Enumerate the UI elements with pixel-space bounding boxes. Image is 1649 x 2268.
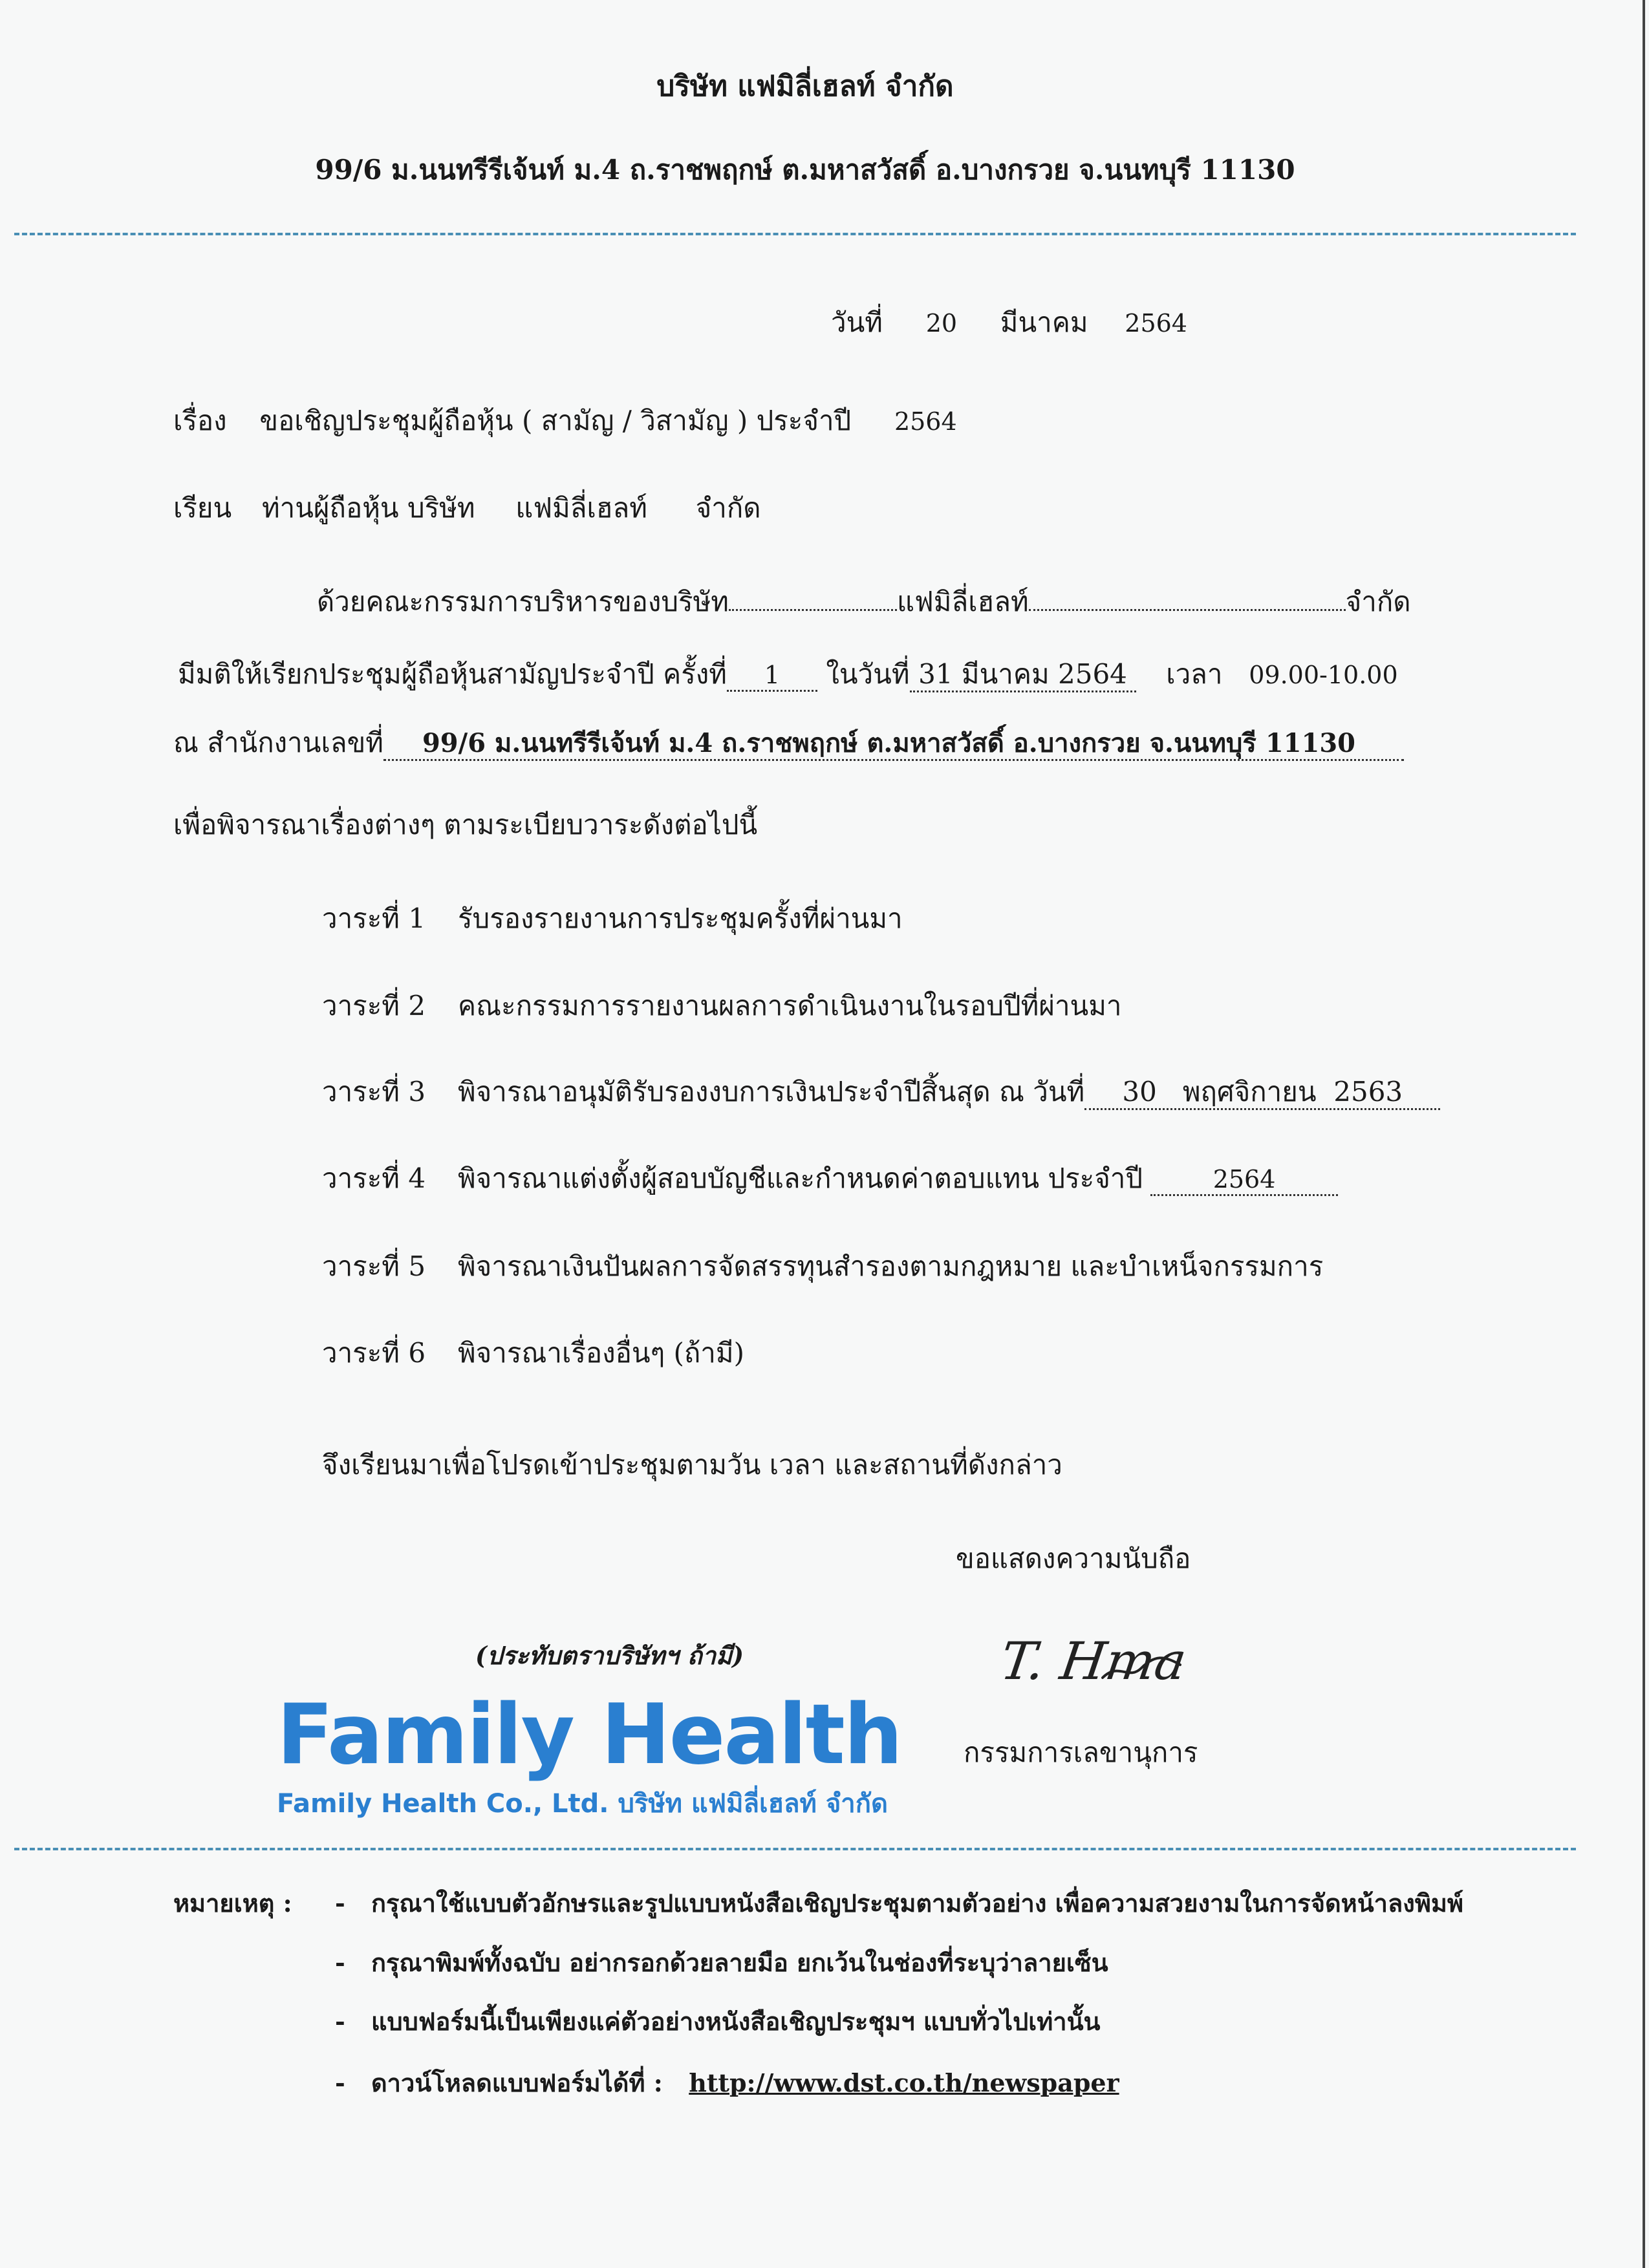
board-text: ด้วยคณะกรรมการบริหารของบริษัท — [317, 586, 729, 617]
agenda-number: วาระที่ 6 — [322, 1337, 426, 1369]
recipient-prefix: ท่านผู้ถือหุ้น บริษัท — [261, 492, 475, 524]
agenda-number: วาระที่ 3 — [322, 1076, 426, 1107]
agenda-item-3 — [322, 1078, 1440, 1110]
signature: T. Hma — [997, 1631, 1191, 1691]
agenda-number: วาระที่ 2 — [322, 990, 426, 1022]
note-item: - กรุณาพิมพ์ทั้งฉบับ อย่ากรอกด้วยลายมือ ยกเว้นในช่องที่ระบุว่าลายเซ็น — [335, 1948, 1108, 1977]
signer-title: กรรมการเลขานุการ — [964, 1737, 1198, 1768]
agenda-number: วาระที่ 4 — [322, 1162, 426, 1194]
note-item: - กรุณาใช้แบบตัวอักษรและรูปแบบหนังสือเชิญประชุมตามตัวอย่าง เพื่อความสวยงามในการจัดหน้าลงพิมพ์ — [335, 1888, 1463, 1918]
body-line-2 — [178, 658, 1398, 692]
agenda-text: พิจารณาเรื่องอื่นๆ (ถ้ามี) — [458, 1337, 744, 1369]
board-suffix: จำกัด — [1345, 586, 1411, 617]
stamp-brand: Family Health — [277, 1687, 901, 1783]
download-link[interactable]: http://www.dst.co.th/newspaper — [689, 2068, 1119, 2097]
agenda-item-2 — [322, 992, 1122, 1020]
agenda-text: พิจารณาแต่งตั้งผู้สอบบัญชีและกำหนดค่าตอบแทน ประจำปี — [458, 1162, 1143, 1194]
recipient-suffix: จำกัด — [695, 492, 761, 524]
agenda-number: วาระที่ 5 — [322, 1250, 426, 1282]
notes-label: หมายเหตุ : — [173, 1888, 292, 1918]
signature-flourish — [1099, 1649, 1183, 1687]
office-address: 99/6 ม.นนทรีรีเจ้นท์ ม.4 ถ.ราชพฤกษ์ ต.มหาสวัสดิ์ อ.บางกรวย จ.นนทบุรี 11130 — [383, 731, 1404, 761]
header-divider — [14, 233, 1576, 235]
download-label: ดาวน์โหลดแบบฟอร์มได้ที่ : — [371, 2068, 663, 2097]
note-download: - ดาวน์โหลดแบบฟอร์มได้ที่ : http://www.dst.co.th/newspaper — [335, 2068, 1119, 2097]
recipient-line — [173, 492, 761, 524]
company-name: บริษัท แฟมิลี่เฮลท์ จำกัด — [656, 70, 954, 103]
meeting-number: 1 — [727, 663, 817, 692]
footer-divider — [14, 1848, 1576, 1850]
note-item: - แบบฟอร์มนี้เป็นเพียงแค่ตัวอย่างหนังสือเชิญประชุมฯ แบบทั่วไปเท่านั้น — [335, 2007, 1101, 2036]
meeting-time: 09.00-10.00 — [1249, 661, 1398, 689]
recipient-label: เรียน — [173, 492, 232, 524]
subject-label: เรื่อง — [173, 405, 227, 436]
date-label: วันที่ — [831, 306, 883, 338]
agenda-text: คณะกรรมการรายงานผลการดำเนินงานในรอบปีที่ผ่านมา — [458, 990, 1122, 1022]
stamp-subtitle-en: Family Health Co., Ltd. — [277, 1789, 609, 1819]
letter-date — [831, 306, 1187, 338]
agenda-text: พิจารณาเงินปันผลการจัดสรรทุนสำรองตามกฎหมาย และบำเหน็จกรรมการ — [458, 1250, 1324, 1282]
company-address: 99/6 ม.นนทรีรีเจ้นท์ ม.4 ถ.ราชพฤกษ์ ต.มหาสวัสดิ์ อ.บางกรวย จ.นนทบุรี 11130 — [315, 154, 1295, 186]
agenda-fill: 2564 — [1150, 1167, 1338, 1196]
date-day: 20 — [925, 309, 958, 337]
date-month: มีนาคม — [1000, 306, 1088, 338]
meeting-date: 31 มีนาคม 2564 — [910, 661, 1136, 692]
agenda-item-1 — [322, 905, 903, 932]
recipient-company: แฟมิลี่เฮลท์ — [515, 492, 647, 524]
office-label: ณ สำนักงานเลขที่ — [173, 727, 383, 758]
page-edge — [1643, 0, 1645, 2268]
subject-line — [173, 407, 957, 434]
agenda-item-4 — [322, 1162, 1338, 1196]
closing-invite: จึงเรียนมาเพื่อโปรดเข้าประชุมตามวัน เวลา และสถานที่ดังกล่าว — [322, 1449, 1062, 1481]
company-stamp — [277, 1687, 901, 1819]
stamp-label: (ประทับตราบริษัทฯ ถ้ามี) — [475, 1641, 744, 1670]
subject-year: 2564 — [894, 407, 957, 436]
agenda-text: รับรองรายงานการประชุมครั้งที่ผ่านมา — [458, 903, 903, 934]
meeting-date-label: ในวันที่ — [826, 658, 910, 690]
body-line-4: เพื่อพิจารณาเรื่องต่างๆ ตามระเบียบวาระดังต่อไปนี้ — [173, 809, 758, 840]
stamp-subtitle — [277, 1791, 901, 1817]
subject-text: ขอเชิญประชุมผู้ถือหุ้น ( สามัญ / วิสามัญ ) ประจำปี — [259, 405, 852, 436]
body-line-1 — [317, 588, 1411, 615]
agenda-fill: 30 พฤศจิกายน 2563 — [1084, 1078, 1440, 1110]
stamp-subtitle-th: บริษัท แฟมิลี่เฮลท์ จำกัด — [618, 1789, 888, 1819]
board-company: แฟมิลี่เฮลท์ — [896, 586, 1029, 617]
resolution-text: มีมติให้เรียกประชุมผู้ถือหุ้นสามัญประจำปี ครั้งที่ — [178, 658, 727, 690]
agenda-number: วาระที่ 1 — [322, 903, 426, 934]
agenda-item-5 — [322, 1250, 1324, 1282]
date-year: 2564 — [1125, 309, 1187, 337]
closing-regards: ขอแสดงความนับถือ — [956, 1543, 1191, 1574]
body-line-3 — [173, 729, 1404, 761]
meeting-time-label: เวลา — [1166, 658, 1223, 690]
agenda-item-6 — [322, 1337, 744, 1369]
agenda-text: พิจารณาอนุมัติรับรองงบการเงินประจำปีสิ้นสุด ณ วันที่ — [458, 1076, 1085, 1107]
